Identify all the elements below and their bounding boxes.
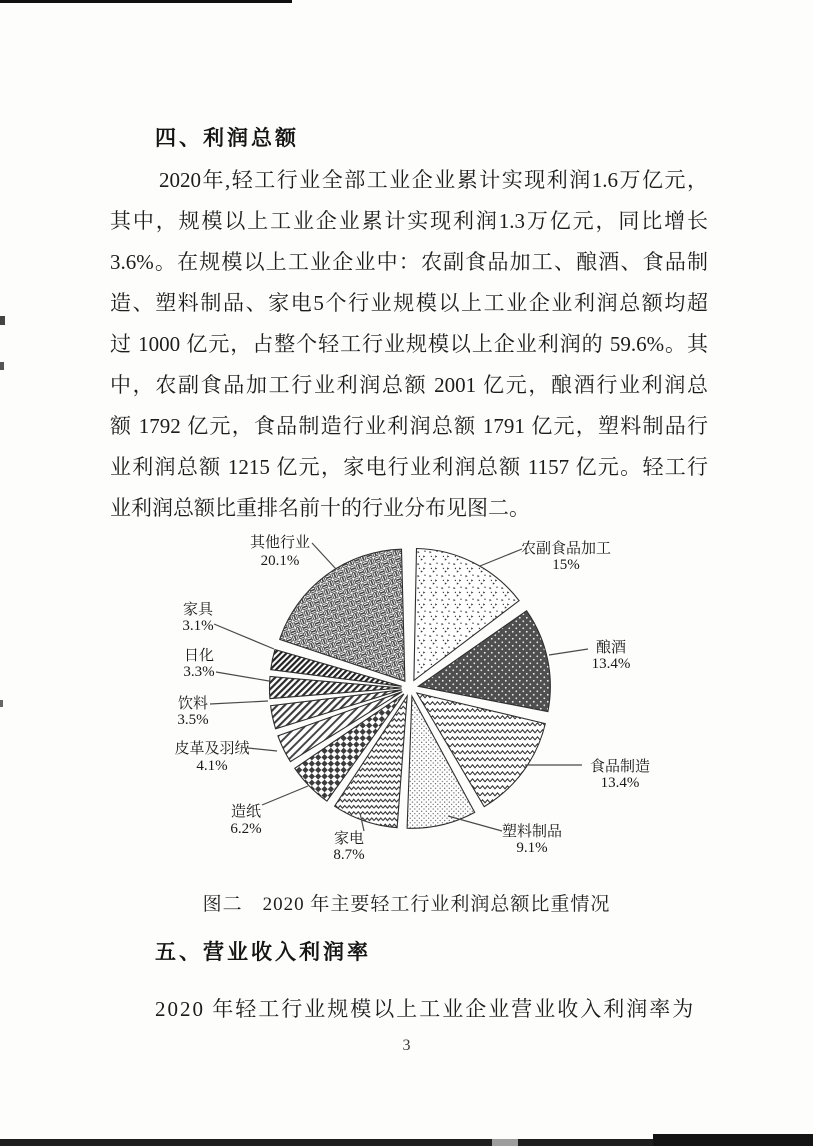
scan-artifact-bottom-right	[653, 1134, 813, 1146]
scan-artifact-top-line	[0, 0, 292, 3]
scan-artifact-bottom-gap	[492, 1139, 518, 1146]
pie-slice-label-1: 酿酒 13.4%	[591, 640, 631, 672]
pie-chart	[140, 525, 680, 877]
paragraph-line: 造、塑料制品、家电5个行业规模以上工业企业利润总额均超	[110, 291, 708, 315]
pie-slice-label-4: 家电 8.7%	[333, 831, 365, 863]
pie-leader-line-7	[210, 701, 268, 704]
section-heading-profit-total: 四、利润总额	[155, 127, 299, 150]
scan-speck	[0, 362, 4, 370]
paragraph-revenue-margin	[110, 989, 708, 1030]
paragraph-line: 额 1792 亿元，食品制造行业利润总额 1791 亿元，塑料制品行	[110, 414, 708, 438]
scan-speck	[0, 316, 5, 325]
paragraph-line: 3.6%。在规模以上工业企业中：农副食品加工、酿酒、食品制	[110, 250, 708, 274]
paragraph-line: 2020年,轻工行业全部工业企业累计实现利润1.6万亿元，	[159, 168, 708, 192]
figure-2	[140, 525, 680, 877]
paragraph-line: 过 1000 亿元，占整个轻工行业规模以上企业利润的 59.6%。其	[110, 332, 708, 356]
pie-slice-label-9: 家具 3.1%	[182, 602, 214, 634]
pie-slice-label-3: 塑料制品 9.1%	[501, 824, 563, 856]
paragraph-line: 业利润总额比重排名前十的行业分布见图二。	[110, 496, 530, 520]
pie-slice-label-5: 造纸 6.2%	[230, 804, 262, 837]
paragraph-profit	[110, 160, 708, 529]
pie-slice-label-2: 食品制造 13.4%	[589, 759, 651, 791]
pie-slice-label-8: 日化 3.3%	[183, 648, 215, 680]
pie-leader-line-8	[216, 672, 269, 681]
paragraph-line: 业利润总额 1215 亿元，家电行业利润总额 1157 亿元。轻工行	[110, 455, 708, 479]
pie-leader-line-9	[214, 624, 274, 649]
pie-slice-label-0: 农副食品加工 15%	[520, 541, 612, 573]
section-heading-revenue-margin: 五、营业收入利润率	[155, 941, 371, 964]
pie-slice-label-7: 饮料 3.5%	[177, 696, 209, 728]
paragraph-line: 中，农副食品加工行业利润总额 2001 亿元，酿酒行业利润总	[110, 373, 708, 397]
pie-leader-line-3	[448, 816, 502, 831]
pie-slice-label-10: 其他行业 20.1%	[249, 535, 311, 569]
pie-leader-line-1	[549, 649, 588, 655]
page-number: 3	[402, 1037, 411, 1054]
figure-caption: 图二 2020 年主要轻工行业利润总额比重情况	[202, 894, 611, 915]
paragraph-line: 其中，规模以上工业企业累计实现利润1.3万亿元，同比增长	[110, 209, 708, 233]
scan-speck	[0, 700, 3, 707]
pie-leader-line-0	[480, 549, 522, 566]
pie-leader-line-6	[248, 748, 277, 751]
paragraph-line: 2020 年轻工行业规模以上工业企业营业收入利润率为	[155, 997, 696, 1021]
pie-leader-line-5	[262, 786, 308, 805]
pie-slice-label-6: 皮革及羽绒 4.1%	[174, 741, 250, 774]
pie-leader-line-10	[312, 543, 336, 569]
